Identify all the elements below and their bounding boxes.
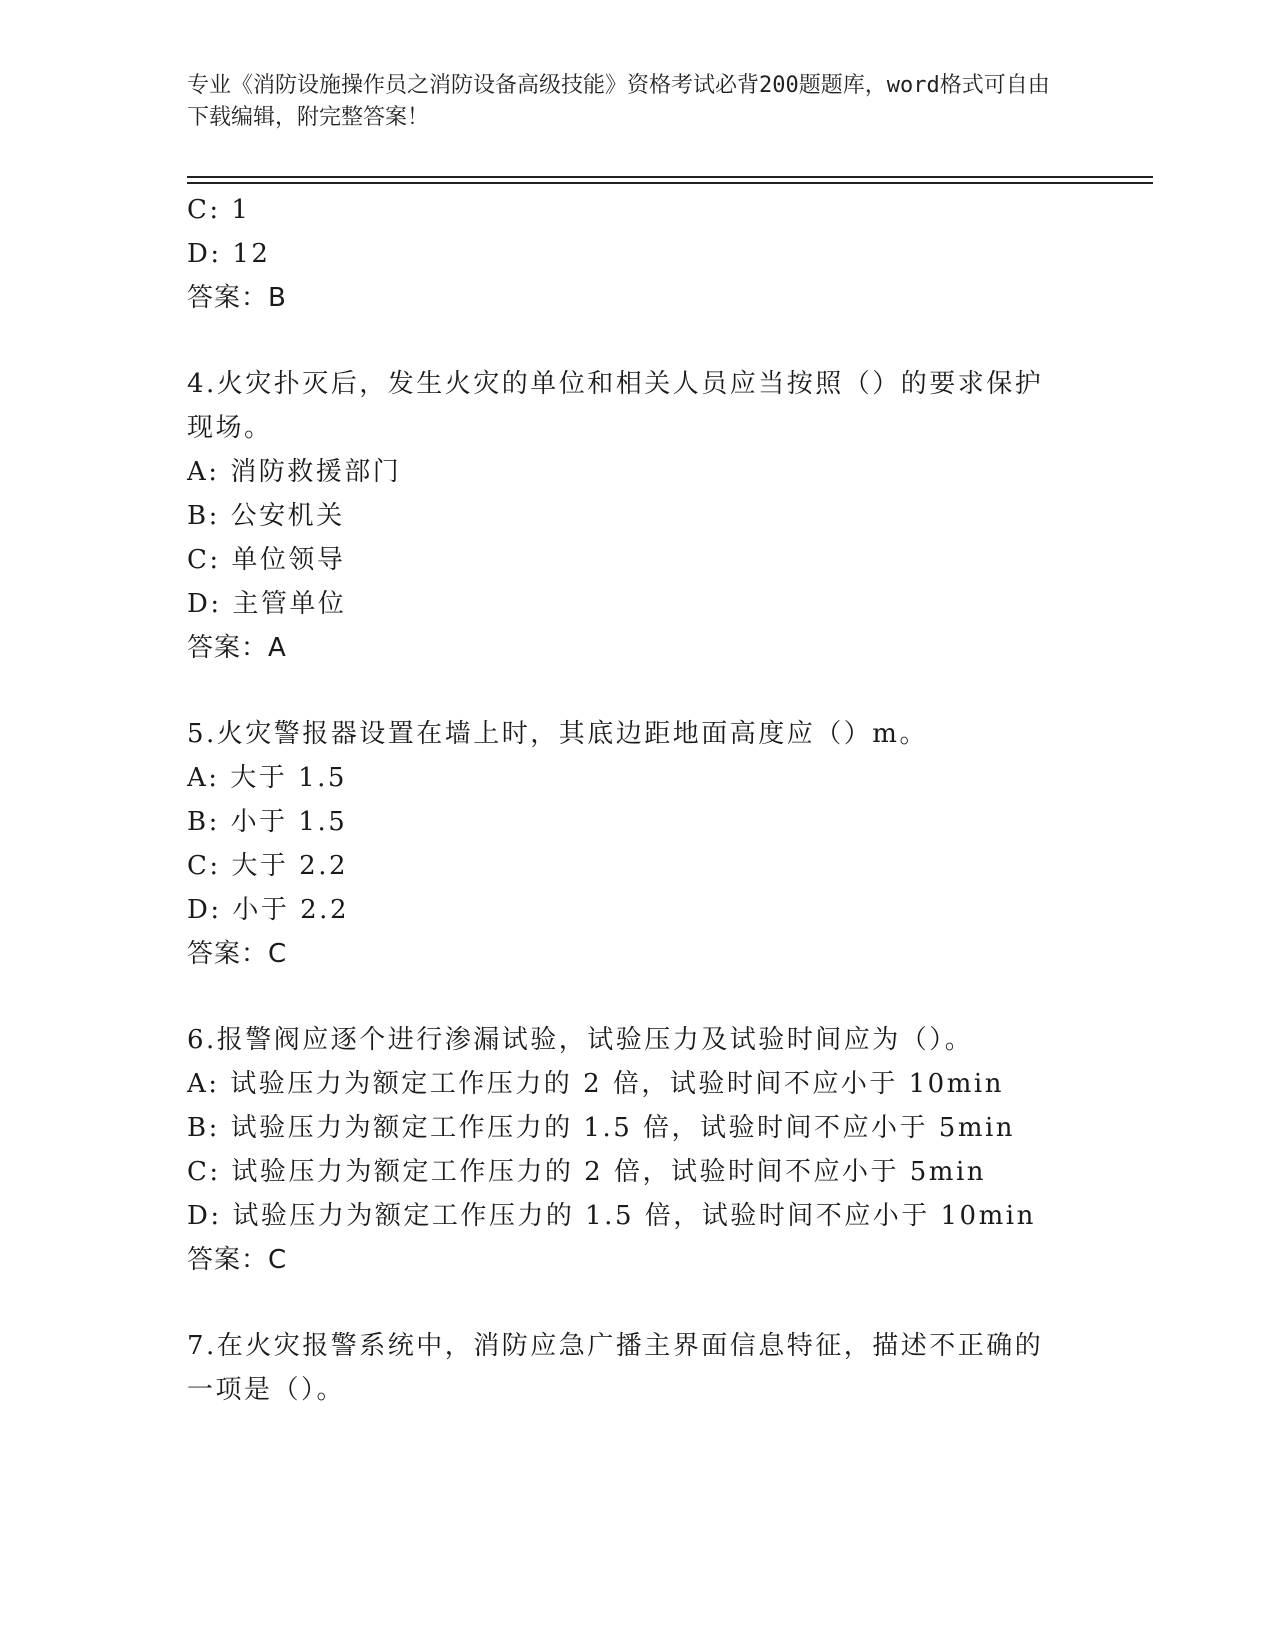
document-header: 专业《消防设施操作员之消防设备高级技能》资格考试必背200题题库，word格式可自由下载编辑，附完整答案！ bbox=[187, 73, 1050, 130]
header-divider-bottom bbox=[187, 182, 1153, 184]
q5-option-a: A: 大于 1.5 bbox=[187, 763, 347, 793]
q7-stem-line2: 一项是（）。 bbox=[187, 1375, 346, 1405]
q4-option-c: C: 单位领导 bbox=[187, 545, 346, 575]
q3-option-d: D: 12 bbox=[187, 239, 271, 269]
q6-option-b: B: 试验压力为额定工作压力的 1.5 倍，试验时间不应小于 5min bbox=[187, 1113, 1016, 1143]
q4-option-d: D: 主管单位 bbox=[187, 589, 347, 619]
q6-option-a: A: 试验压力为额定工作压力的 2 倍，试验时间不应小于 10min bbox=[187, 1069, 1004, 1099]
q4-stem-line1: 4.火灾扑灭后，发生火灾的单位和相关人员应当按照（）的要求保护 bbox=[187, 369, 1044, 399]
q4-stem-line2: 现场。 bbox=[187, 413, 273, 443]
q6-stem: 6.报警阀应逐个进行渗漏试验，试验压力及试验时间应为（）。 bbox=[187, 1025, 974, 1055]
header-divider-top bbox=[187, 176, 1153, 178]
q6-option-c: C: 试验压力为额定工作压力的 2 倍，试验时间不应小于 5min bbox=[187, 1157, 987, 1187]
q4-answer: 答案：A bbox=[187, 633, 287, 663]
q6-answer: 答案：C bbox=[187, 1245, 288, 1275]
q5-option-c: C: 大于 2.2 bbox=[187, 851, 349, 881]
q4-option-a: A: 消防救援部门 bbox=[187, 457, 402, 487]
q4-option-b: B: 公安机关 bbox=[187, 501, 345, 531]
q5-answer: 答案：C bbox=[187, 939, 288, 969]
q5-option-b: B: 小于 1.5 bbox=[187, 807, 348, 837]
q7-stem-line1: 7.在火灾报警系统中，消防应急广播主界面信息特征，描述不正确的 bbox=[187, 1331, 1044, 1361]
q5-option-d: D: 小于 2.2 bbox=[187, 895, 349, 925]
q3-answer: 答案：B bbox=[187, 283, 287, 313]
q6-option-d: D: 试验压力为额定工作压力的 1.5 倍，试验时间不应小于 10min bbox=[187, 1201, 1036, 1231]
q5-stem: 5.火灾警报器设置在墙上时，其底边距地面高度应（）m。 bbox=[187, 719, 928, 749]
q3-option-c: C: 1 bbox=[187, 195, 251, 225]
